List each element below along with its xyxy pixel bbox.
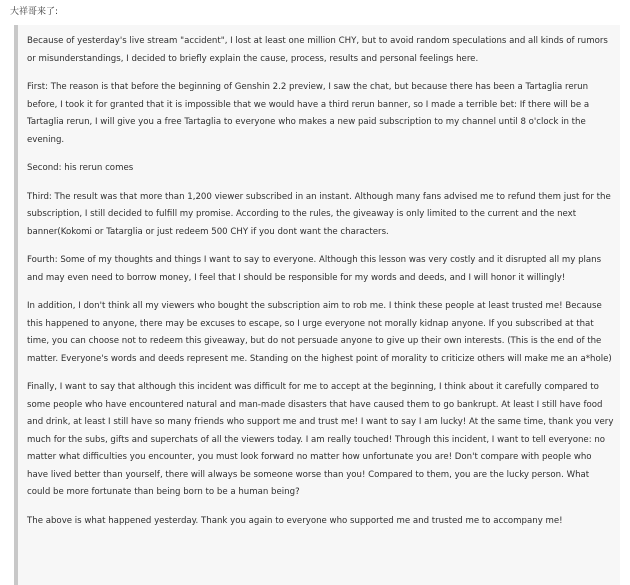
paragraph-fourth: Fourth: Some of my thoughts and things I want to say to everyone. Although this lesson was very costly and it disrupted all my plans and may even need to borrow money, I feel that I should be responsible for my words and deeds, and I will honor it willingly!	[27, 255, 602, 283]
post-body	[27, 33, 615, 541]
paragraph-second: Second: his rerun comes	[27, 163, 134, 173]
paragraph-in-addition: In addition, I don't think all my viewers who bought the subscription aim to rob me. I think these people at least trusted me! Because this happened to anyone, there may be excuses to escape, so I urge everyone not morally kidnap anyone. If you subscribed at that time, you can choose not to redeem this giveaway, but do not persuade anyone to give up their own interests. (This is the end of the matter. Everyone's words and deeds represent me. Standing on the highest point of morality to criticize others will make me an a*hole)	[27, 301, 612, 364]
paragraph-finally: Finally, I want to say that although this incident was difficult for me to accept at the beginning, I think about it carefully compared to some people who have encountered natural and man-made disasters that have caused them to go bankrupt. At least I still have food and drink, at least I still have so many friends who support me and trust me! I want to say I am lucky! At the same time, thank you very much for the subs, gifts and superchats of all the viewers today. I am really touched! Through this incident, I want to tell everyone: no matter what difficulties you encounter, you must look forward no matter how unfortunate you are! Don't compare with people who have lived better than yourself, there will always be someone worse than you! Compared to them, you are the lucky person. What could be more fortunate than being born to be a human being?	[27, 382, 614, 497]
quoted-post	[14, 25, 620, 585]
paragraph-third: Third: The result was that more than 1,200 viewer subscribed in an instant. Although many fans advised me to refund them just for the subscription, I still decided to fulfill my promise. According to the rules, the giveaway is only limited to the current and the next banner(Kokomi or Tatarglia or just redeem 500 CHY if you dont want the characters.	[27, 191, 611, 237]
paragraph-first: First: The reason is that before the beginning of Genshin 2.2 preview, I saw the chat, but because there has been a Tartaglia rerun before, I took it for granted that it is impossible that we would have a third rerun banner, so I made a terrible bet: If there will be a Tartaglia rerun, I will give you a free Tartaglia to everyone who makes a new paid subscription to my channel until 8 o'clock in the evening.	[27, 82, 590, 145]
paragraph-closing: The above is what happened yesterday. Thank you again to everyone who supported me and trusted me to accompany me!	[27, 515, 563, 526]
paragraph-intro: Because of yesterday's live stream "accident", I lost at least one million CHY, but to avoid random speculations and all kinds of rumors or misunderstandings, I decided to briefly explain the cause, process, results and personal feelings here.	[27, 36, 608, 64]
author-title: 大祥哥来了:	[10, 7, 59, 17]
